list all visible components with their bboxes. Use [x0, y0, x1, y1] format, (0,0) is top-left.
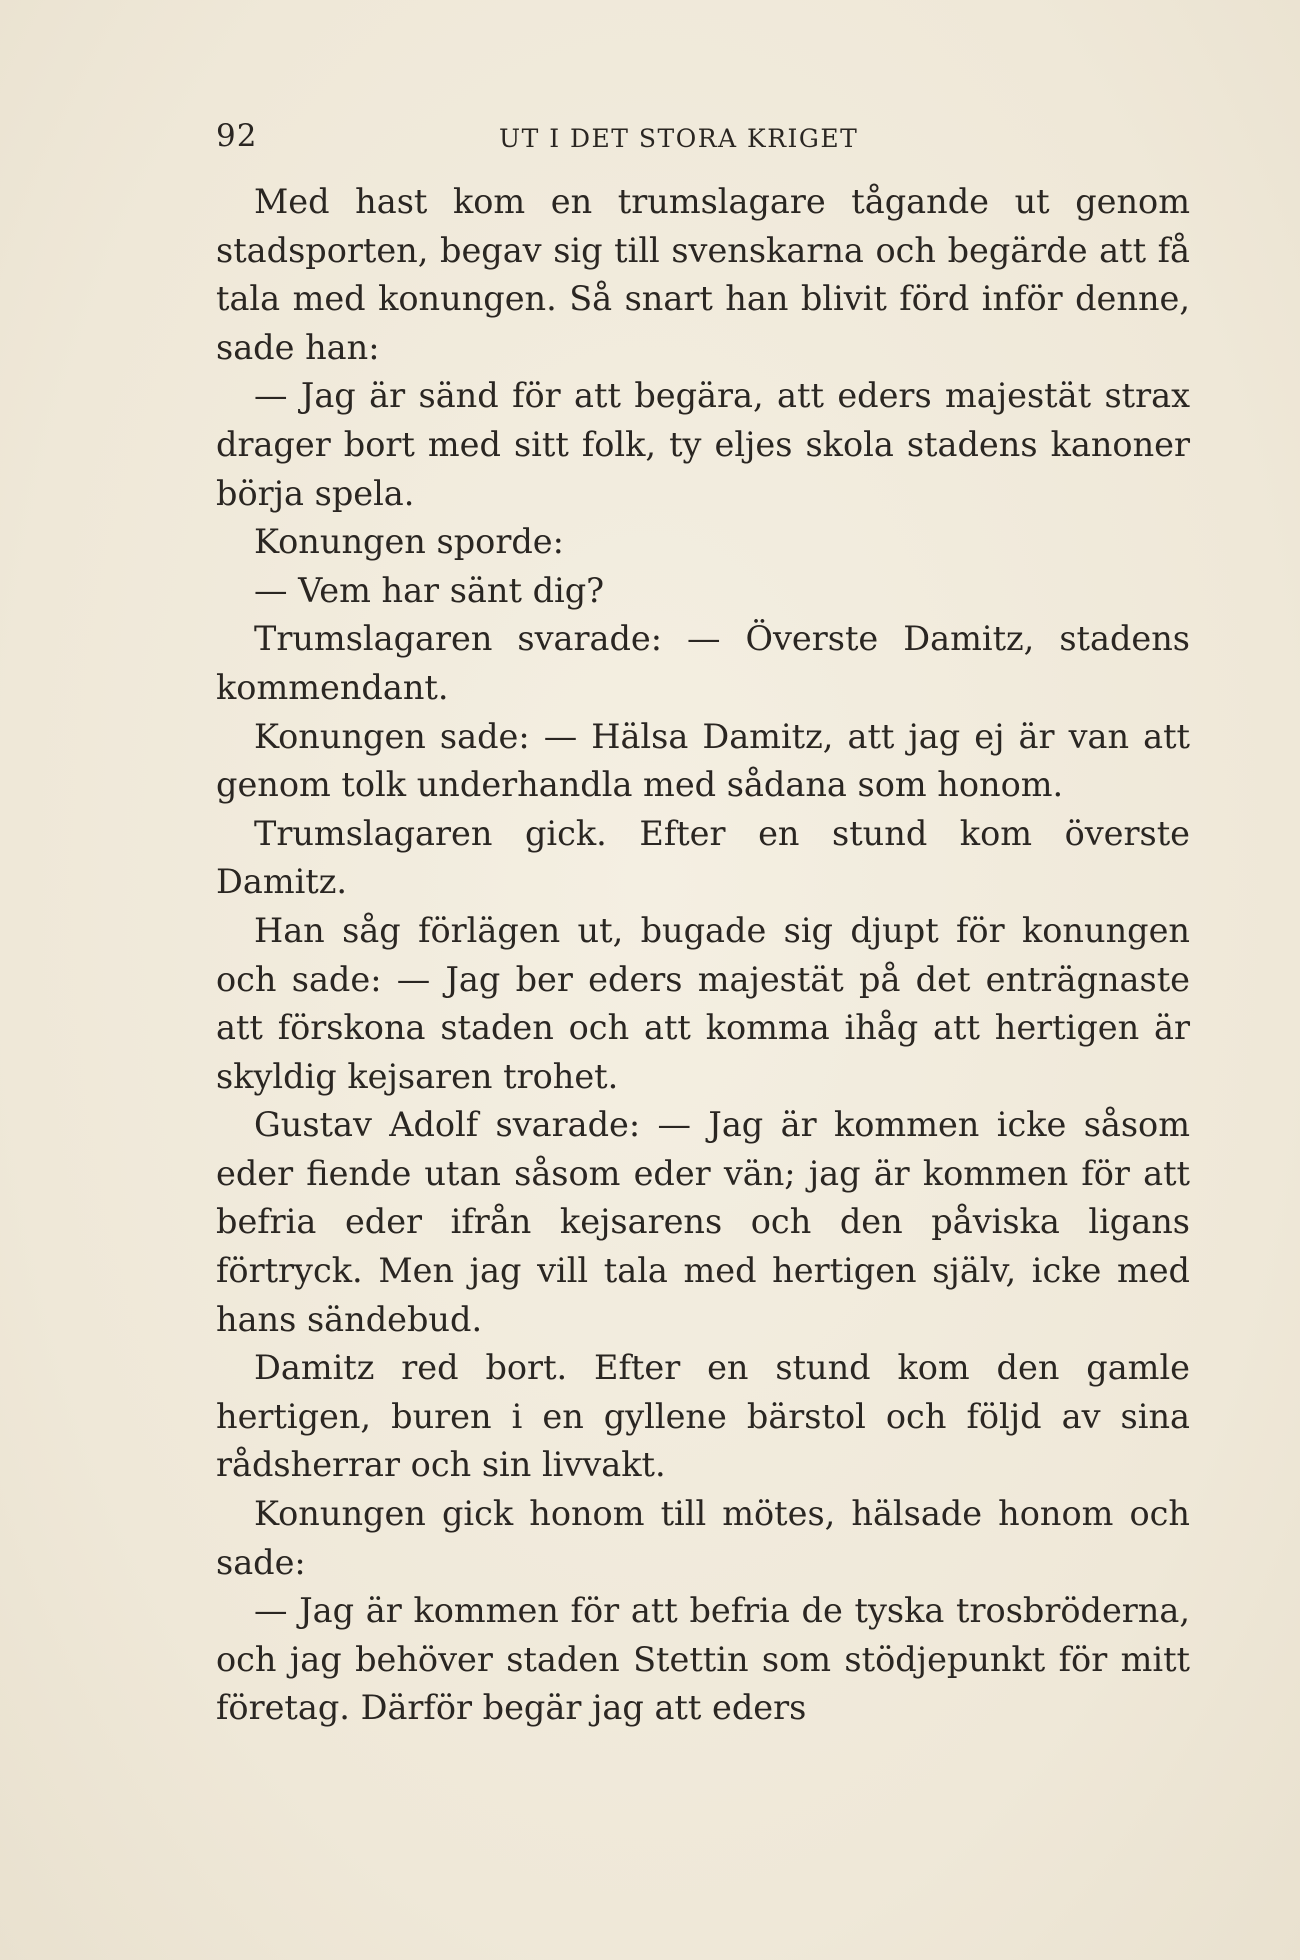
body-text	[216, 178, 1190, 1733]
paragraph: Gustav Adolf svarade: — Jag är kommen icke såsom eder fiende utan såsom eder vän; jag är kommen för att befria eder ifrån kejsarens och den påviska ligans förtryck. Men jag vill tala med hertigen själv, icke med hans sändebud.	[216, 1105, 1190, 1339]
paragraph: Konungen sade: — Hälsa Damitz, att jag ej är van att genom tolk underhandla med sådana som honom.	[216, 716, 1190, 805]
paragraph: — Vem har sänt dig?	[254, 570, 605, 610]
paragraph: Trumslagaren svarade: — Överste Damitz, stadens kommendant.	[216, 619, 1190, 707]
paragraph: Damitz red bort. Efter en stund kom den gamle hertigen, buren i en gyllene bärstol och följd av sina rådsherrar och sin livvakt.	[216, 1348, 1190, 1485]
page-header	[216, 118, 1190, 168]
paragraph: — Jag är kommen för att befria de tyska trosbröderna, och jag behöver staden Stettin som stödjepunkt för mitt företag. Därför begär jag att eders	[216, 1591, 1190, 1728]
paragraph: Med hast kom en trumslagare tågande ut genom stadsporten, begav sig till svenskarna och begärde att få tala med konungen. Så snart han blivit förd inför denne, sade han:	[216, 182, 1190, 367]
running-title: UT I DET STORA KRIGET	[499, 124, 859, 153]
paragraph: Trumslagaren gick. Efter en stund kom överste Damitz.	[216, 813, 1190, 902]
paragraph: Han såg förlägen ut, bugade sig djupt för konungen och sade: — Jag ber eders majestät på det enträgnaste att förskona staden och att komma ihåg att hertigen är skyldig kejsaren trohet.	[216, 910, 1190, 1096]
paragraph: Konungen gick honom till mötes, hälsade honom och sade:	[216, 1494, 1190, 1582]
paragraph: Konungen sporde:	[254, 522, 564, 562]
paragraph: — Jag är sänd för att begära, att eders majestät strax drager bort med sitt folk, ty eljes skola stadens kanoner börja spela.	[216, 376, 1190, 513]
page-number: 92	[216, 118, 258, 154]
